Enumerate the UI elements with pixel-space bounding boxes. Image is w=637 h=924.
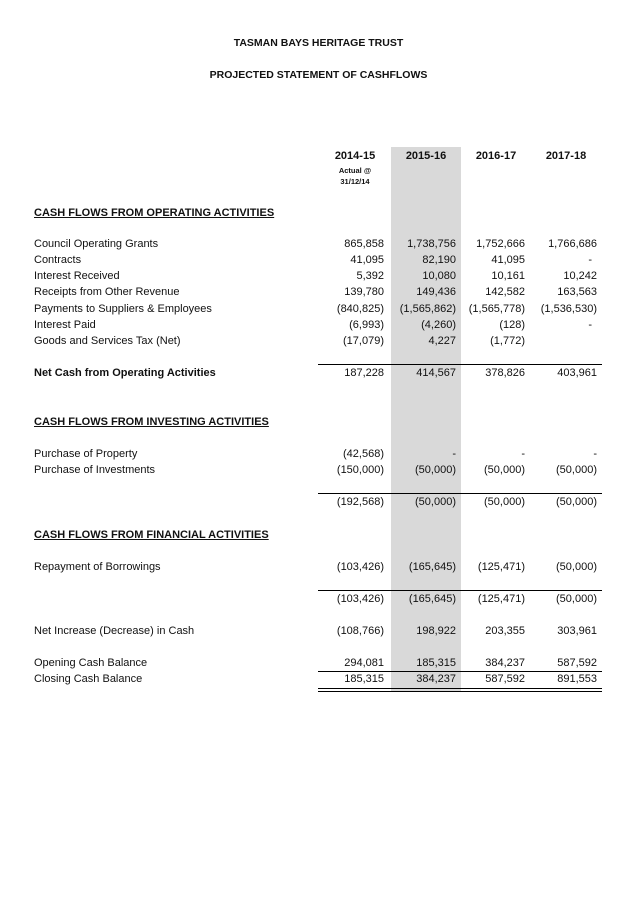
column-note-date: 31/12/14 [340,177,370,186]
column-header-2017-18: 2017-18 [545,150,587,162]
cell-value: (42,568) [343,448,384,460]
cell-value: (1,565,862) [399,303,456,315]
cell-value: 1,766,686 [548,238,597,250]
cell-value: 294,081 [344,657,384,669]
divider-line [318,364,602,365]
cell-value: (103,426) [336,561,384,573]
cell-value: (128) [499,319,525,331]
cell-value-total: 587,592 [485,673,525,685]
cell-value: (150,000) [336,464,384,476]
cell-value: (840,825) [336,303,384,315]
cell-value: (1,772) [490,335,525,347]
highlighted-column-background [391,147,461,692]
cell-value: 10,080 [422,270,456,282]
cell-value: (125,471) [477,561,525,573]
double-underline-bottom [318,691,602,692]
divider-line [318,493,602,494]
section-financial-activities: CASH FLOWS FROM FINANCIAL ACTIVITIES [34,529,269,541]
row-label-gst-net: Goods and Services Tax (Net) [34,335,181,347]
cell-value: 384,237 [485,657,525,669]
cell-value: 1,738,756 [407,238,456,250]
column-note-actual: Actual @ [338,166,372,175]
cell-value: 142,582 [485,286,525,298]
cell-value: - [588,319,592,331]
cell-value: 149,436 [416,286,456,298]
row-label-council-operating-grants: Council Operating Grants [34,238,159,250]
cell-value: 41,095 [491,254,525,266]
column-header-2016-17: 2016-17 [475,150,517,162]
cell-value: (1,565,778) [468,303,525,315]
cell-value-total: 378,826 [485,367,525,379]
cell-value: 198,922 [416,625,456,637]
cell-value: (50,000) [556,561,597,573]
organization-title: TASMAN BAYS HERITAGE TRUST [233,37,404,49]
row-label-receipts-other-revenue: Receipts from Other Revenue [34,286,180,298]
cell-value: 10,161 [491,270,525,282]
cell-value: 139,780 [344,286,384,298]
row-label-repayment-borrowings: Repayment of Borrowings [34,561,161,573]
cell-value-total: 384,237 [416,673,456,685]
cell-value: (50,000) [484,464,525,476]
row-label-opening-cash: Opening Cash Balance [34,657,148,669]
divider-line [318,671,602,672]
cell-value: - [452,448,456,460]
cell-value: 303,961 [557,625,597,637]
row-label-interest-received: Interest Received [34,270,120,282]
cell-value: (50,000) [415,464,456,476]
cell-value-total: 187,228 [344,367,384,379]
cell-value: (108,766) [336,625,384,637]
cell-value: - [593,448,597,460]
cell-value: (50,000) [556,464,597,476]
cell-value: (165,645) [408,561,456,573]
cell-value: 4,227 [428,335,456,347]
row-label-payments-suppliers-employees: Payments to Suppliers & Employees [34,303,212,315]
row-label-net-cash-operating: Net Cash from Operating Activities [34,367,216,379]
cell-value-total: 185,315 [344,673,384,685]
double-underline-top [318,688,602,689]
statement-title: PROJECTED STATEMENT OF CASHFLOWS [209,69,428,81]
cell-value: 5,392 [356,270,384,282]
cell-value-subtotal: (50,000) [415,496,456,508]
cell-value: (4,260) [421,319,456,331]
cell-value: 41,095 [350,254,384,266]
column-header-2014-15: 2014-15 [334,150,376,162]
cell-value-total: 891,553 [557,673,597,685]
cell-value: - [588,254,592,266]
row-label-contracts: Contracts [34,254,82,266]
section-investing-activities: CASH FLOWS FROM INVESTING ACTIVITIES [34,416,269,428]
cell-value: (17,079) [343,335,384,347]
cell-value-subtotal: (50,000) [556,593,597,605]
cell-value: 587,592 [557,657,597,669]
cell-value: (6,993) [349,319,384,331]
cell-value-subtotal: (192,568) [336,496,384,508]
cell-value-subtotal: (50,000) [484,496,525,508]
cell-value-total: 403,961 [557,367,597,379]
row-label-net-increase-cash: Net Increase (Decrease) in Cash [34,625,195,637]
cell-value-subtotal: (165,645) [408,593,456,605]
cell-value: 203,355 [485,625,525,637]
section-operating-activities: CASH FLOWS FROM OPERATING ACTIVITIES [34,207,275,219]
cell-value: - [521,448,525,460]
row-label-purchase-investments: Purchase of Investments [34,464,156,476]
row-label-purchase-property: Purchase of Property [34,448,138,460]
cell-value: 865,858 [344,238,384,250]
cell-value-total: 414,567 [416,367,456,379]
cell-value: 185,315 [416,657,456,669]
cell-value: (1,536,530) [540,303,597,315]
divider-line [318,590,602,591]
cell-value-subtotal: (50,000) [556,496,597,508]
cell-value: 163,563 [557,286,597,298]
cell-value-subtotal: (103,426) [336,593,384,605]
cell-value: 10,242 [563,270,597,282]
cell-value: 82,190 [422,254,456,266]
row-label-closing-cash: Closing Cash Balance [34,673,143,685]
cell-value: 1,752,666 [476,238,525,250]
column-header-2015-16: 2015-16 [405,150,447,162]
row-label-interest-paid: Interest Paid [34,319,96,331]
cell-value-subtotal: (125,471) [477,593,525,605]
